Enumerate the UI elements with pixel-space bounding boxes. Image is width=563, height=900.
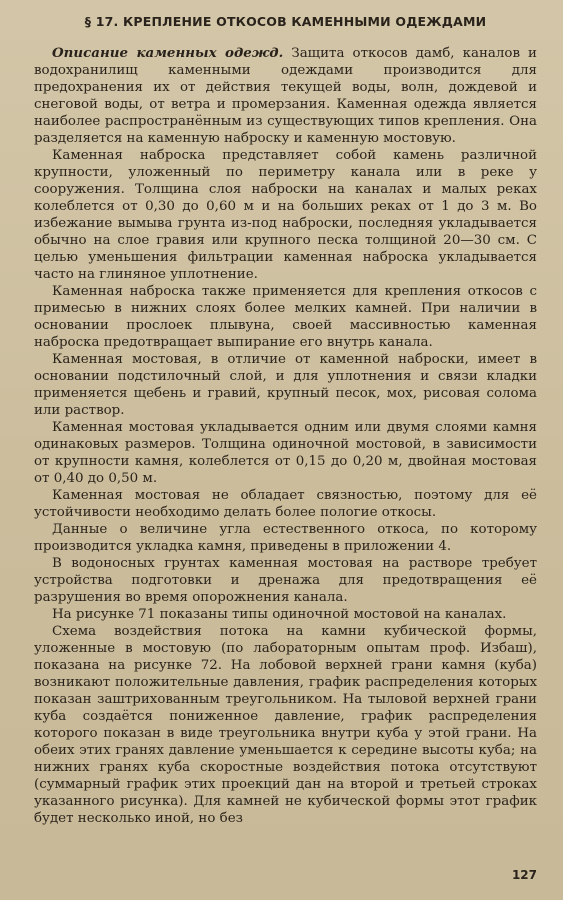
paragraph-text: Каменная наброска представляет собой камень различной крупности, уложенный по периметру канала или в реке у сооружения. Толщина слоя наброски на каналах и малых реках колеблется от 0,30 до 0,60 м и на больших реках от 1 до 3 м. Во избежание вымыва грунта из-под наброски, последняя укладывается обычно на слое гравия или крупного песка толщиной 20—30 см. С целью уменьшения фильтрации каменная наброска укладывается часто на глиняное уплотнение. — [34, 148, 537, 282]
paragraph-text: На рисунке 71 показаны типы одиночной мостовой на каналах. — [52, 607, 507, 622]
paragraph-4 — [34, 351, 537, 419]
paragraph-2 — [34, 147, 537, 283]
paragraph-text: Каменная наброска также применяется для крепления откосов с примесью в нижних слоях более мелких камней. При наличии в основании прослоек плывуна, своей массивностью каменная наброска предотвращает выпирание его внутрь канала. — [34, 284, 537, 350]
paragraph-text: Защита откосов дамб, каналов и водохранилищ каменными одеждами производится для предохранения их от действия текущей воды, волн, дождевой и снеговой воды, от ветра и промерзания. Каменная одежда является наиболее распространённым из существующих типов крепления. Она разделяется на каменную наброску и каменную мостовую. — [34, 46, 537, 146]
section-heading: § 17. КРЕПЛЕНИЕ ОТКОСОВ КАМЕННЫМИ ОДЕЖДАМИ — [84, 14, 487, 29]
paragraph-text: Каменная мостовая, в отличие от каменной наброски, имеет в основании подстилочный слой, и для уплотнения и связи кладки применяется щебень и гравий, крупный песок, мох, рисовая солома или раствор. — [34, 352, 537, 418]
page-number: 127 — [511, 868, 537, 882]
paragraph-6 — [34, 487, 537, 521]
paragraph-text: Схема воздействия потока на камни кубической формы, уложенные в мостовую (по лабораторным опытам проф. Избаш), показана на рисунке 72. На лобовой верхней грани камня (куба) возникают положительные давления, график распределения которых показан заштрихованным треугольником. На тыловой верхней грани куба создаётся пониженное давление, график распределения которого показан в виде треугольника внутри куба у этой грани. На обеих этих гранях давление уменьшается к середине высоты куба; на нижних гранях куба скоростные воздействия потока отсутствуют (суммарный график этих проекций дан на второй и третьей строках указанного рисунка). Для камней не кубической формы этот график будет несколько иной, но без — [34, 624, 537, 826]
paragraph-5 — [34, 419, 537, 487]
paragraph-text: Каменная мостовая укладывается одним или двумя слоями камня одинаковых размеров. Толщина одиночной мостовой, в зависимости от крупности камня, колеблется от 0,15 до 0,20 м, двойная мостовая от 0,40 до 0,50 м. — [34, 420, 537, 486]
paragraph-9 — [34, 606, 537, 623]
paragraph-text: В водоносных грунтах каменная мостовая на растворе требует устройства подготовки и дренажа для предотвращения её разрушения во время опорожнения канала. — [34, 556, 537, 605]
paragraph-lead: Описание каменных одежд. — [52, 45, 284, 61]
paragraph-8 — [34, 555, 537, 606]
paragraph-text: Каменная мостовая не обладает связностью, поэтому для её устойчивости необходимо делать более пологие откосы. — [34, 488, 537, 520]
paragraph-text: Данные о величине угла естественного откоса, по которому производится укладка камня, приведены в приложении 4. — [34, 522, 537, 554]
paragraph-1 — [34, 45, 537, 147]
paragraph-10 — [34, 623, 537, 827]
paragraph-3 — [34, 283, 537, 351]
paragraph-7 — [34, 521, 537, 555]
